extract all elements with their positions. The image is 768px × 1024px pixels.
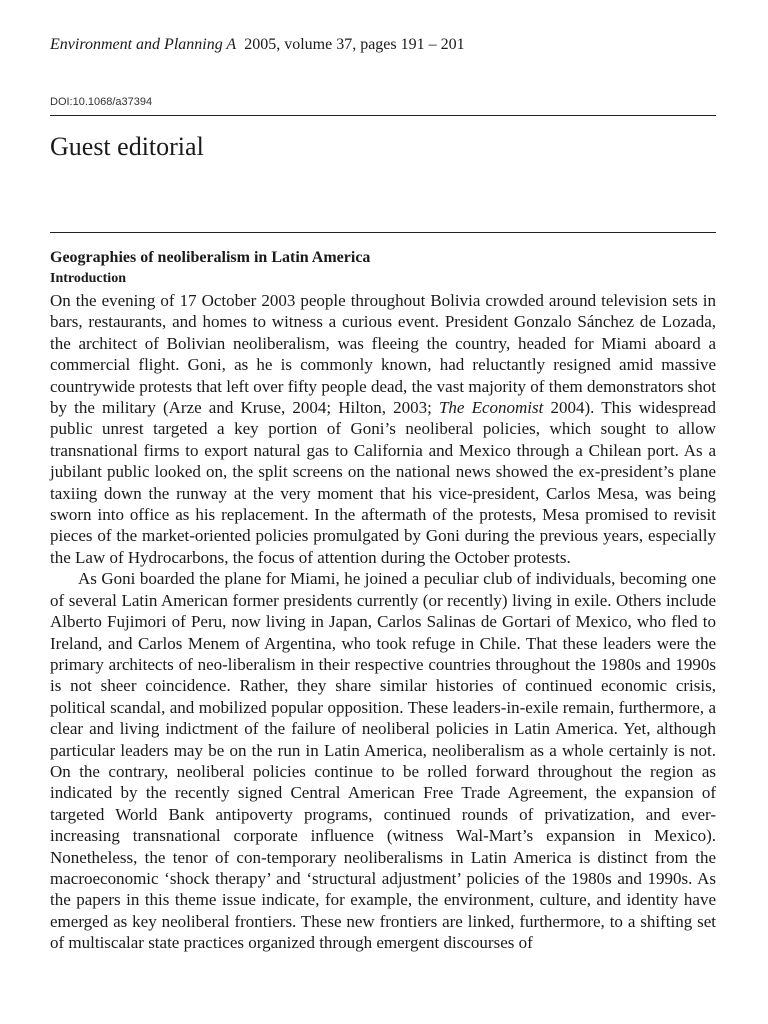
- paragraph-1: [50, 290, 716, 568]
- article-title: Geographies of neoliberalism in Latin America: [50, 249, 371, 266]
- top-divider: [50, 115, 716, 116]
- paragraph-1-text-b: 2004). This widespread public unrest targeted a key portion of Goni’s neoliberal policies, which sought to allow transnational firms to export natural gas to California and Mexico through a Chilean port. As a jubilant public looked on, the split screens on the national news showed the ex-president’s plane taxiing down the runway at the very moment that his vice-president, Carlos Mesa, was being sworn into office as his replacement. In the aftermath of the protests, Mesa promised to revisit pieces of the market-oriented policies promulgated by Goni during the previous years, especially the Law of Hydrocarbons, the focus of attention during the October protests.: [50, 398, 716, 567]
- journal-citation: [50, 36, 465, 54]
- section-divider: [50, 232, 716, 233]
- doi-label: DOI:10.1068/a37394: [50, 96, 153, 108]
- citation-details: 2005, volume 37, pages 191 – 201: [244, 36, 465, 53]
- paragraph-2: As Goni boarded the plane for Miami, he joined a peculiar club of individuals, becoming one of several Latin American former presidents currently (or recently) living in exile. Others include Alberto Fujimori of Peru, now living in Japan, Carlos Salinas de Gortari of Mexico, who fled to Ireland, and Carlos Menem of Argentina, who took refuge in Chile. That these leaders were the primary architects of neo-liberalism in their respective countries throughout the 1980s and 1990s is not sheer coincidence. Rather, they share similar histories of continued economic crisis, political scandal, and mobilized popular opposition. These leaders-in-exile remain, furthermore, a clear and living indictment of the failure of neoliberal policies in Latin America. Yet, although particular leaders may be on the run in Latin America, neoliberalism as a whole certainly is not. On the contrary, neoliberal policies continue to be rolled forward throughout the region as indicated by the recently signed Central American Free Trade Agreement, the expansion of targeted World Bank antipoverty programs, continued rounds of privatization, and ever-increasing transnational corporate influence (witness Wal-Mart’s expansion in Mexico). Nonetheless, the tenor of con-temporary neoliberalisms in Latin America is distinct from the macroeconomic ‘shock therapy’ and ‘structural adjustment’ policies of the 1980s and 1990s. As the papers in this theme issue indicate, for example, the environment, culture, and identity have emerged as key neoliberal frontiers. These new frontiers are linked, furthermore, to a shifting set of multiscalar state practices organized through emergent discourses of: [50, 569, 716, 953]
- paragraph-1-text-a: On the evening of 17 October 2003 people throughout Bolivia crowded around television sets in bars, restaurants, and homes to witness a curious event. President Gonzalo Sánchez de Lozada, the architect of Bolivian neoliberalism, was fleeing the country, headed for Miami aboard a commercial flight. Goni, as he is commonly known, had reluctantly resigned amid massive countrywide protests that left over fifty people dead, the vast majority of them demonstrators shot by the military (Arze and Kruse, 2004; Hilton, 2003;: [50, 291, 716, 418]
- editorial-type-heading: Guest editorial: [50, 132, 204, 161]
- paragraph-1-italic: The Economist: [438, 398, 544, 418]
- journal-name: Environment and Planning A: [50, 36, 237, 53]
- article-body: [50, 290, 716, 954]
- section-heading: Introduction: [50, 271, 126, 286]
